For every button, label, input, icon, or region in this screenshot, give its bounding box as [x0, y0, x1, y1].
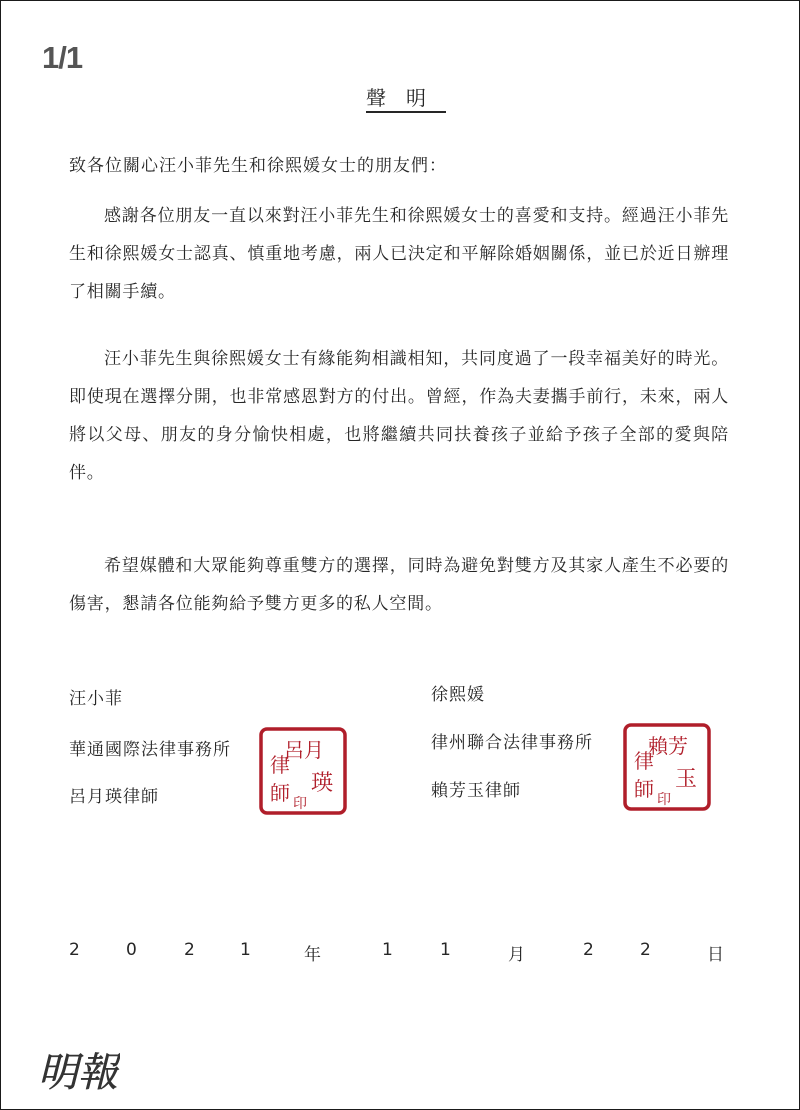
document-title-text: 聲明	[366, 86, 446, 110]
signatory-2-law-firm: 律州聯合法律事務所	[431, 733, 593, 753]
seal-1-text-c: 律	[270, 753, 290, 777]
date-char: 1	[240, 940, 251, 960]
seal-1-text-b: 瑛	[310, 771, 334, 796]
date-char: 2	[640, 940, 651, 960]
signatory-1-law-firm: 華通國際法律事務所	[69, 740, 231, 760]
date-char: 1	[440, 940, 451, 960]
seal-2-text-a: 賴芳	[648, 734, 688, 758]
seal-2-text-b: 玉	[674, 767, 698, 792]
date-char: 年	[304, 945, 321, 965]
seal-2-text-c: 律	[634, 749, 654, 773]
ming-pao-logo-text: 明報	[38, 1050, 118, 1096]
date-char: 2	[583, 940, 594, 960]
seal-1-text-e: 印	[293, 796, 307, 812]
seal-1-text-d: 師	[270, 781, 290, 805]
page-number: 1/1	[42, 40, 83, 75]
seal-2-text-d: 師	[634, 777, 654, 801]
paragraph-2: 汪小菲先生與徐熙媛女士有緣能夠相識相知，共同度過了一段幸福美好的時光。即使現在選擇分開，也非常感恩對方的付出。曾經，作為夫妻攜手前行，未來，兩人將以父母、朋友的身分愉快相處，也將繼續共同扶養孩子並給予孩子全部的愛與陪伴。	[69, 349, 729, 483]
signatory-2-lawyer: 賴芳玉律師	[431, 781, 521, 801]
signatory-1-lawyer: 呂月瑛律師	[69, 787, 159, 807]
salutation: 致各位關心汪小菲先生和徐熙媛女士的朋友們：	[69, 156, 447, 176]
date-char: 0	[126, 940, 137, 960]
signatory-1-name: 汪小菲	[69, 689, 123, 709]
paragraph-3: 希望媒體和大眾能夠尊重雙方的選擇，同時為避免對雙方及其家人產生不必要的傷害，懇請各位能夠給予雙方更多的私人空間。	[69, 556, 729, 614]
ming-pao-logo	[36, 1040, 120, 1098]
date-char: 1	[382, 940, 393, 960]
date-char: 2	[69, 940, 80, 960]
seal-1-text-a: 呂月	[284, 738, 324, 762]
date-char: 日	[707, 945, 724, 965]
lawyer-seal-1	[258, 726, 348, 816]
signatory-2-name: 徐熙媛	[431, 685, 485, 705]
lawyer-seal-2	[622, 722, 712, 812]
date-char: 月	[508, 945, 525, 965]
date-char: 2	[184, 940, 195, 960]
document-title	[0, 82, 800, 111]
seal-2-text-e: 印	[657, 792, 671, 808]
paragraph-1: 感謝各位朋友一直以來對汪小菲先生和徐熙媛女士的喜愛和支持。經過汪小菲先生和徐熙媛女士認真、慎重地考慮，兩人已決定和平解除婚姻關係，並已於近日辦理了相關手續。	[69, 206, 729, 302]
